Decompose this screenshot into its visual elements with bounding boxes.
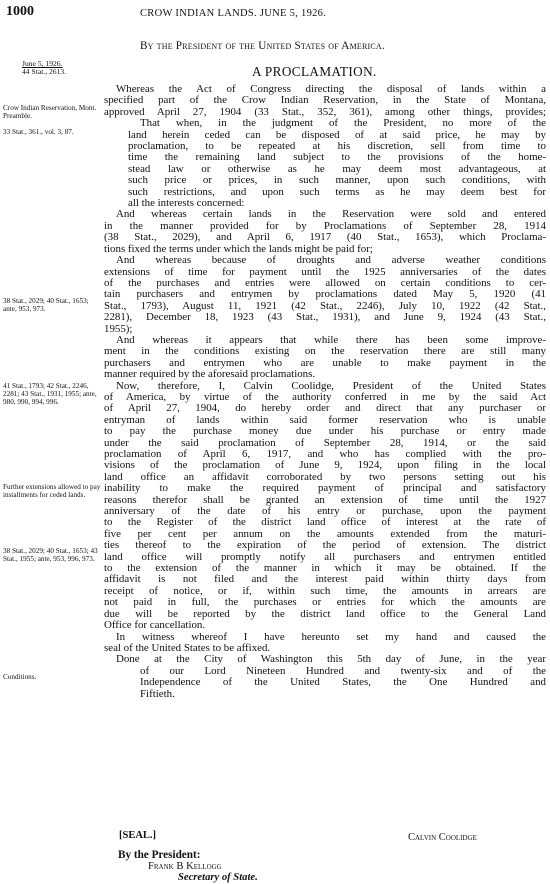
text-line: land office an affidavit corroborated by two persons setting out his [104, 470, 546, 483]
text-line: And whereas because of droughts and adverse weather conditions [116, 254, 546, 267]
text-line: specified part of the Crow Indian Reservation, in the State of Montana, [104, 94, 546, 107]
margin-date [22, 60, 66, 76]
text-line: And whereas it appears that while there has been some improve- [116, 333, 546, 346]
secretary-title: Secretary of State. [178, 872, 258, 883]
running-head: CROW INDIAN LANDS. JUNE 5, 1926. [140, 8, 327, 19]
text-line: five per cent per annum on the amounts extended from the maturi- [104, 527, 546, 540]
text-line: visions of the proclamation of June 9, 1924, upon filing in the local [104, 459, 546, 472]
text-line: Office for cancellation. [104, 619, 206, 632]
text-line: of April 27, 1904, do hereby order and direct that any purchaser or [104, 402, 546, 415]
text-line: to the extension of the manner in which it may be obtained. If the [104, 562, 546, 575]
text-line: of the purchases and entries were allowed on certain conditions to cer- [104, 276, 546, 289]
text-line: in the manner provided for by Proclamations of September 28, 1914 [104, 219, 546, 232]
by-the-president: By the President: [118, 849, 201, 861]
text-line: tain purchasers and entrymen by proclamations dated May 5, 1920 (41 [104, 288, 546, 301]
text-line: approved April 27, 1904 (33 Stat., 352, 361), among other things, provides; [104, 105, 546, 118]
margin-note-extensions: Further extensions allowed to pay installments for ceded lands. [3, 483, 101, 500]
text-line: proclamation of April 6, 1917, and who has complied with the pro- [104, 448, 546, 460]
margin-note-cite-4: 38 Stat., 2029; 40 Stat., 1653; 43 Stat., 1955; ante, 953, 996, 973. [3, 547, 98, 564]
text-line: Stat., 1793), August 11, 1921 (42 Stat., 2246), July 10, 1922 (42 Stat., [104, 299, 546, 312]
text-line: land herein ceded can be disposed of at said price, he may by [128, 128, 546, 141]
text-line: purchasers and entrymen who are unable to make payment in the [104, 356, 546, 369]
margin-note-preamble: Crow Indian Reservation, Mont. Preamble. [3, 104, 97, 121]
text-line: land office will promptly notify all purchasers and entrymen entitled [104, 550, 546, 563]
margin-note-cite-2: 38 Stat., 2029; 40 Stat., 1653; ante, 953, 973. [3, 297, 89, 314]
text-line: affidavit is not filed and the interest paid within thirty days from [104, 573, 546, 586]
margin-stat: 44 Stat., 2613. [22, 67, 67, 76]
text-line: under the said proclamation of September 28, 1914, or the said [104, 436, 546, 449]
text-line: extensions of time for payment until the 1925 anniversaries of the dates [104, 265, 546, 278]
text-line: receipt of notice, or if, within such time, the amounts in arrears are [104, 584, 546, 597]
signature: Calvin Coolidge [408, 832, 477, 843]
text-line: stead law or otherwise as he may deem most advantageous, at [128, 162, 546, 175]
text-line: Now, therefore, I, Calvin Coolidge, President of the United States [116, 379, 546, 392]
text-line: anniversary of the date of his entry or purchase, upon the payment [104, 505, 546, 518]
text-line: to pay the purchase money due under his purchase or entry made [104, 425, 546, 438]
seal-mark: [SEAL.] [119, 830, 157, 841]
text-line: And whereas certain lands in the Reservation were sold and entered [116, 208, 546, 221]
text-line: ment in the conditions existing on the reservation there are still many [104, 345, 546, 358]
proclamation-title: A PROCLAMATION. [252, 64, 377, 79]
text-line: all the interests concerned: [128, 197, 245, 210]
text-line: due will be reported by the district land office to the General Land [104, 607, 546, 620]
text-line: 1955); [104, 322, 133, 335]
text-line: Fiftieth. [140, 687, 175, 700]
text-line: That when, in the judgment of the President, no more of the [140, 117, 546, 130]
margin-note-cite-3: 41 Stat., 1793; 42 Stat., 2246, 2281; 43 Stat., 1931, 1955; ante, 980, 990, 994, 996. [3, 382, 97, 407]
page-number: 1000 [6, 4, 34, 19]
text-line: not paid in full, the purchases or entries for which the amounts are [104, 596, 546, 609]
text-line: time the remaining land subject to the provisions of the home- [128, 151, 546, 164]
text-line: reasons therefor shall be granted an extension of time until the 1927 [104, 493, 546, 506]
text-line: to the Register of the district land office of interest at the rate of [104, 516, 546, 529]
text-line: (38 Stat., 2029), and April 6, 1917 (40 Stat., 1653), which Proclama- [104, 231, 546, 244]
secretary-name: Frank B Kellogg [148, 861, 222, 872]
margin-note-conditions: Conditions. [3, 673, 37, 681]
text-line: inability to make the required payment of principal and satisfactory [104, 482, 546, 495]
text-line: In witness whereof I have hereunto set my hand and caused the [116, 630, 546, 643]
text-line: proclamation, to be repeated at his discretion, sell from time to [128, 140, 546, 153]
text-line: ties thereof to the expiration of the period of extension. The district [104, 539, 546, 552]
text-line: seal of the United States to be affixed. [104, 641, 271, 654]
text-line: 2281), December 18, 1923 (43 Stat., 1931), and June 9, 1924 (43 Stat., [104, 311, 546, 324]
byline: By the President of the United States of America. [140, 40, 385, 52]
text-line: such restrictions, and upon such terms as he may deem best for [128, 185, 546, 198]
proclamation-body [104, 84, 546, 700]
text-line: of America, by virtue of the authority conferred in me by the said Act [104, 390, 546, 403]
text-line: of our Lord Nineteen Hundred and twenty-six and of the [140, 664, 546, 677]
text-line: such price or prices, in such manner, upon such conditions, with [128, 174, 546, 187]
text-line: Independence of the United States, the One Hundred and [140, 676, 546, 689]
text-line: Whereas the Act of Congress directing the disposal of lands within a [116, 83, 546, 95]
text-line: manner required by the aforesaid proclamations. [104, 368, 316, 381]
text-line: entryman of lands within said former reservation who is unable [104, 413, 546, 426]
text-line: Done at the City of Washington this 5th day of June, in the year [116, 653, 546, 666]
margin-date-text: June 5, 1926. [22, 59, 63, 68]
text-line: tions fixed the terms under which the lands might be paid for; [104, 242, 373, 255]
margin-note-preamble-cite: 33 Stat., 361., vol. 3, 87. [3, 128, 74, 136]
